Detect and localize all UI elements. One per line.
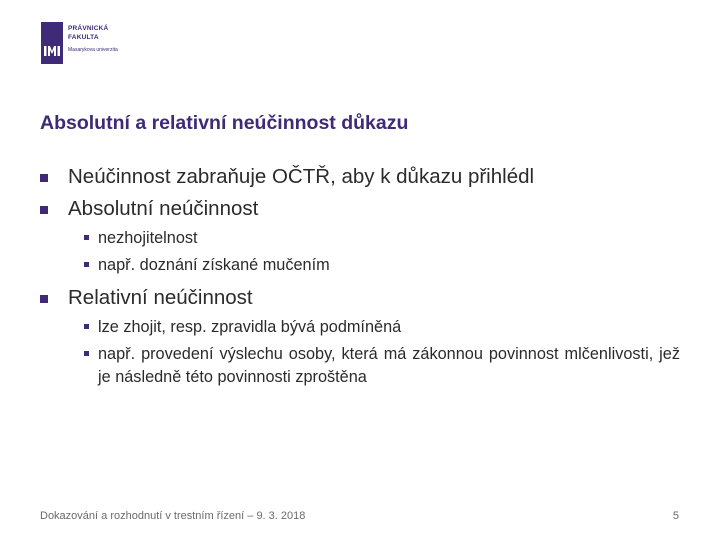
- bullet-1: [40, 163, 680, 191]
- bullet-text: Neúčinnost zabraňuje OČTŘ, aby k důkazu přihlédl: [68, 165, 535, 188]
- logo-university: Masarykova univerzita: [68, 47, 118, 53]
- slide-footer: Dokazování a rozhodnutí v trestním řízení – 9. 3. 2018: [40, 510, 306, 522]
- square-bullet-icon: [84, 324, 89, 329]
- square-bullet-icon: [84, 235, 89, 240]
- sub-bullet-text: lze zhojit, resp. zpravidla bývá podmíněná: [98, 318, 402, 336]
- bullet-3: [40, 284, 680, 312]
- bullet-text: Absolutní neúčinnost: [68, 197, 259, 220]
- logo-line-2: FAKULTA: [68, 33, 99, 41]
- sub-bullet-text: např. doznání získané mučením: [98, 256, 330, 274]
- slide-title: Absolutní a relativní neúčinnost důkazu: [40, 112, 409, 134]
- square-bullet-icon: [40, 206, 48, 214]
- sub-bullet-2-1: [40, 227, 680, 250]
- slide-content: [40, 163, 680, 389]
- logo-line-1: PRÁVNICKÁ: [68, 25, 109, 32]
- logo-mark-icon: [41, 22, 63, 64]
- square-bullet-icon: [84, 351, 89, 356]
- square-bullet-icon: [84, 262, 89, 267]
- page-number: 5: [672, 510, 679, 522]
- bullet-text: Relativní neúčinnost: [68, 286, 253, 309]
- sub-bullet-2-2: [40, 254, 680, 277]
- sub-bullet-text: nezhojitelnost: [98, 229, 198, 247]
- logo-wordmark: [68, 25, 108, 42]
- square-bullet-icon: [40, 295, 48, 303]
- faculty-logo: [41, 22, 161, 64]
- bullet-2: [40, 195, 680, 223]
- sub-bullet-3-2: [40, 343, 680, 389]
- sub-bullet-3-1: [40, 316, 680, 339]
- sub-bullet-text: např. provedení výslechu osoby, která má zákonnou povinnost mlčenlivosti, jež je následně této povinnosti zproštěna: [98, 345, 680, 386]
- square-bullet-icon: [40, 174, 48, 182]
